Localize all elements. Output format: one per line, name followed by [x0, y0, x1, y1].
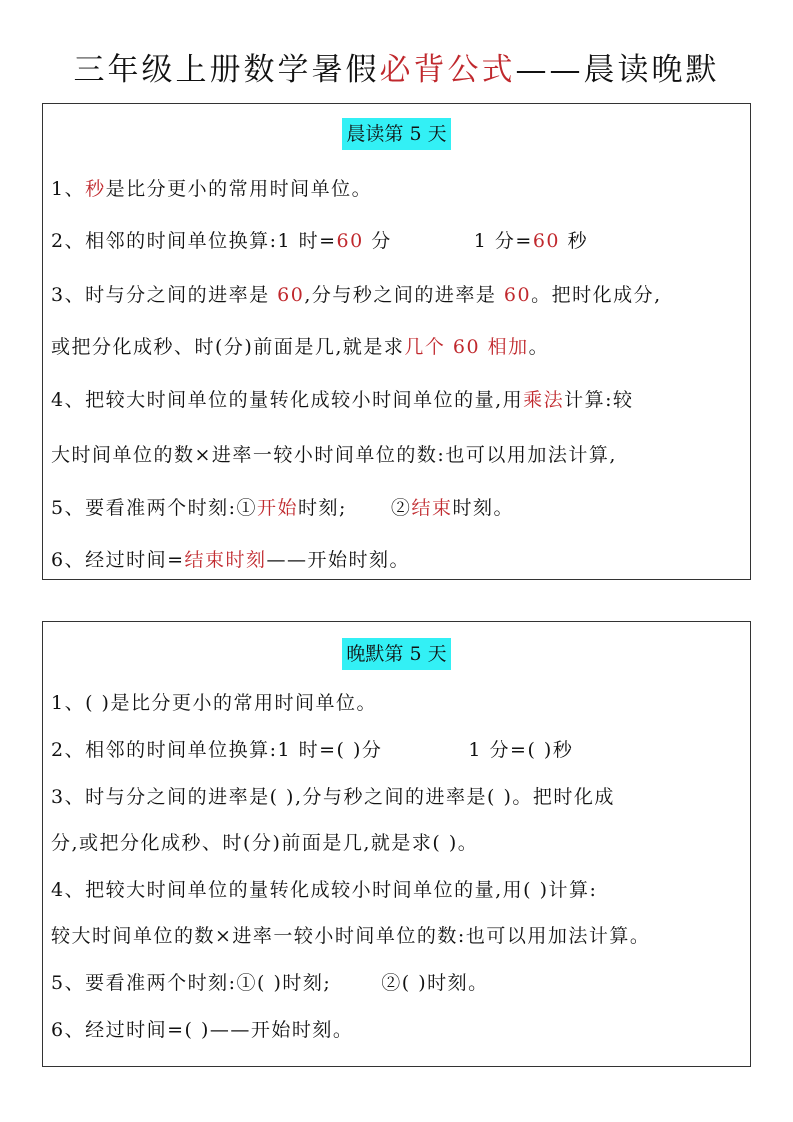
highlight-seg: 60 — [503, 284, 532, 306]
text-seg: 5、要看准两个时刻:①( )时刻; — [51, 972, 332, 994]
highlight-seg: 60 — [336, 230, 364, 252]
text-seg: 2、相邻的时间单位换算:1 时=( )分 — [51, 739, 383, 761]
evening-line-3 — [51, 782, 747, 812]
morning-line-8 — [51, 545, 747, 575]
text-seg: 4、把较大时间单位的量转化成较小时间单位的量,用( )计算: — [51, 879, 598, 901]
text-seg: 3、时与分之间的进率是( ),分与秒之间的进率是( )。把时化成 — [51, 786, 615, 808]
highlight-seg: 结束 — [411, 497, 453, 519]
highlight-seg: 60 — [532, 230, 561, 252]
text-seg: 大时间单位的数×进率一较小时间单位的数:也可以用加法计算, — [51, 444, 617, 466]
text-seg: ,分与秒之间的进率是 — [304, 284, 504, 306]
morning-line-7 — [51, 493, 747, 523]
morning-line-5 — [51, 385, 747, 415]
title-part-1: 三年级上册数学暑假 — [73, 52, 380, 88]
text-seg: 或把分化成秒、时(分)前面是几,就是求 — [51, 336, 405, 358]
morning-reading-box — [42, 103, 751, 580]
text-seg: 1、( )是比分更小的常用时间单位。 — [51, 692, 377, 714]
morning-line-3 — [51, 280, 747, 310]
text-seg: 1 分=( )秒 — [468, 739, 574, 761]
text-seg: 2、相邻的时间单位换算:1 时= — [51, 230, 337, 252]
text-seg: 时刻。 — [452, 497, 514, 519]
highlight-seg: 结束时刻 — [184, 549, 267, 571]
text-seg: 秒 — [560, 230, 589, 252]
evening-line-1 — [51, 688, 747, 718]
text-seg: ② — [390, 497, 412, 519]
morning-heading-row — [43, 118, 750, 150]
text-seg: 是比分更小的常用时间单位。 — [105, 178, 373, 200]
highlight-seg: 乘法 — [523, 389, 565, 411]
morning-line-2 — [51, 226, 747, 256]
highlight-seg: 60 — [277, 284, 305, 306]
morning-line-4 — [51, 332, 747, 362]
text-seg: 时刻; — [298, 497, 347, 519]
title-part-2: 必背公式 — [379, 52, 516, 88]
evening-line-7 — [51, 968, 747, 998]
text-seg: 分 — [363, 230, 392, 252]
text-seg: 1 分= — [473, 230, 533, 252]
text-seg: ——开始时刻。 — [266, 549, 411, 571]
morning-line-6 — [51, 440, 747, 470]
evening-line-6 — [51, 921, 747, 951]
evening-heading: 晚默第 5 天 — [342, 638, 450, 670]
highlight-seg: 几个 60 相加 — [404, 336, 529, 358]
text-seg: 分,或把分化成秒、时(分)前面是几,就是求( )。 — [51, 832, 479, 854]
title-part-3: ——晨读晚默 — [515, 52, 720, 88]
evening-line-4 — [51, 828, 747, 858]
evening-heading-row — [43, 638, 750, 670]
morning-line-1 — [51, 174, 747, 204]
highlight-seg: 秒 — [85, 178, 106, 200]
text-seg: 。 — [528, 336, 550, 358]
text-seg: 6、经过时间=( )——开始时刻。 — [51, 1019, 354, 1041]
highlight-seg: 开始 — [257, 497, 299, 519]
page-title — [0, 46, 793, 94]
text-seg: ②( )时刻。 — [381, 972, 489, 994]
text-seg: 较大时间单位的数×进率一较小时间单位的数:也可以用加法计算。 — [51, 925, 651, 947]
text-seg: 。把时化成分, — [531, 284, 662, 306]
text-seg: 4、把较大时间单位的量转化成较小时间单位的量,用 — [51, 389, 524, 411]
text-seg: 6、经过时间= — [51, 549, 185, 571]
text-seg: 1、 — [51, 178, 86, 200]
text-seg: 3、时与分之间的进率是 — [51, 284, 278, 306]
evening-dictation-box — [42, 621, 751, 1067]
text-seg: 计算:较 — [564, 389, 634, 411]
evening-line-2 — [51, 735, 747, 765]
evening-line-8 — [51, 1015, 747, 1045]
text-seg: 5、要看准两个时刻:① — [51, 497, 257, 519]
evening-line-5 — [51, 875, 747, 905]
morning-heading: 晨读第 5 天 — [342, 118, 450, 150]
